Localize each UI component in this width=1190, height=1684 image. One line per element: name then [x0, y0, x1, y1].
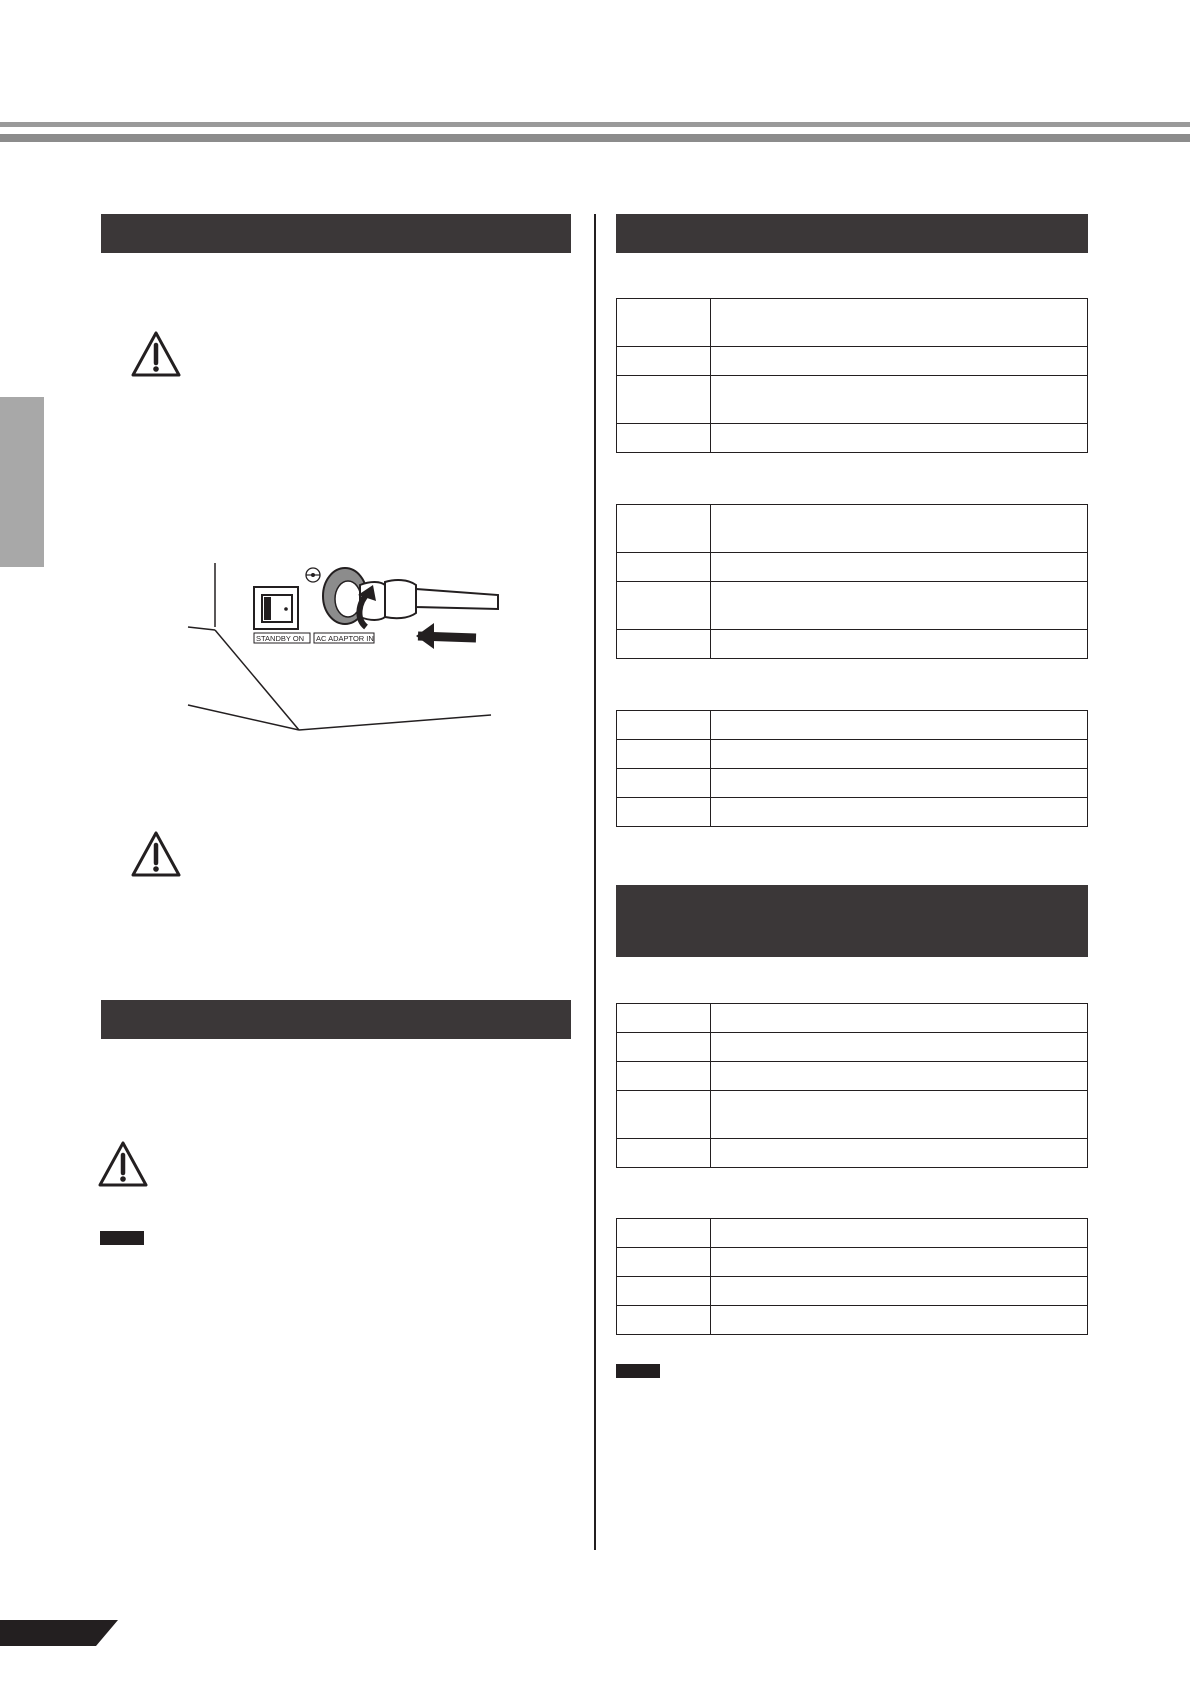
- table-row: [617, 798, 1088, 827]
- table-row: [617, 769, 1088, 798]
- section-bar-left-top: [101, 214, 571, 253]
- footer-page-tab: [0, 1620, 120, 1650]
- warning-icon: [130, 330, 182, 378]
- warning-icon: [97, 1140, 149, 1188]
- table-row: [617, 1091, 1088, 1139]
- table-row: [617, 505, 1088, 553]
- section-bar-left-bottom: [101, 1000, 571, 1039]
- section-bar-right-mid: [616, 885, 1088, 957]
- header-rule-thin: [0, 122, 1190, 127]
- table-row: [617, 1062, 1088, 1091]
- spec-table-3: [616, 710, 1088, 827]
- table-row: [617, 1004, 1088, 1033]
- spec-table-2: [616, 504, 1088, 659]
- ac-adaptor-illustration: [180, 555, 500, 735]
- warning-icon: [130, 830, 182, 878]
- side-tab: [0, 397, 44, 567]
- note-tag: [100, 1231, 144, 1245]
- table-row: [617, 1219, 1088, 1248]
- table-row: [617, 347, 1088, 376]
- table-row: [617, 1277, 1088, 1306]
- spec-table-1: [616, 298, 1088, 453]
- table-row: [617, 740, 1088, 769]
- table-row: [617, 630, 1088, 659]
- column-divider: [594, 214, 596, 1550]
- switch-label: STANDBY ON: [256, 634, 305, 643]
- spec-table-5: [616, 1218, 1088, 1335]
- section-bar-right-top: [616, 214, 1088, 253]
- header-rule-thick: [0, 134, 1190, 142]
- table-row: [617, 376, 1088, 424]
- table-row: [617, 1248, 1088, 1277]
- note-tag: [616, 1364, 660, 1378]
- table-row: [617, 1033, 1088, 1062]
- spec-table-4: [616, 1003, 1088, 1168]
- jack-label: AC ADAPTOR IN: [316, 634, 374, 643]
- table-row: [617, 1139, 1088, 1168]
- table-row: [617, 711, 1088, 740]
- table-row: [617, 299, 1088, 347]
- table-row: [617, 553, 1088, 582]
- table-row: [617, 1306, 1088, 1335]
- table-row: [617, 582, 1088, 630]
- table-row: [617, 424, 1088, 453]
